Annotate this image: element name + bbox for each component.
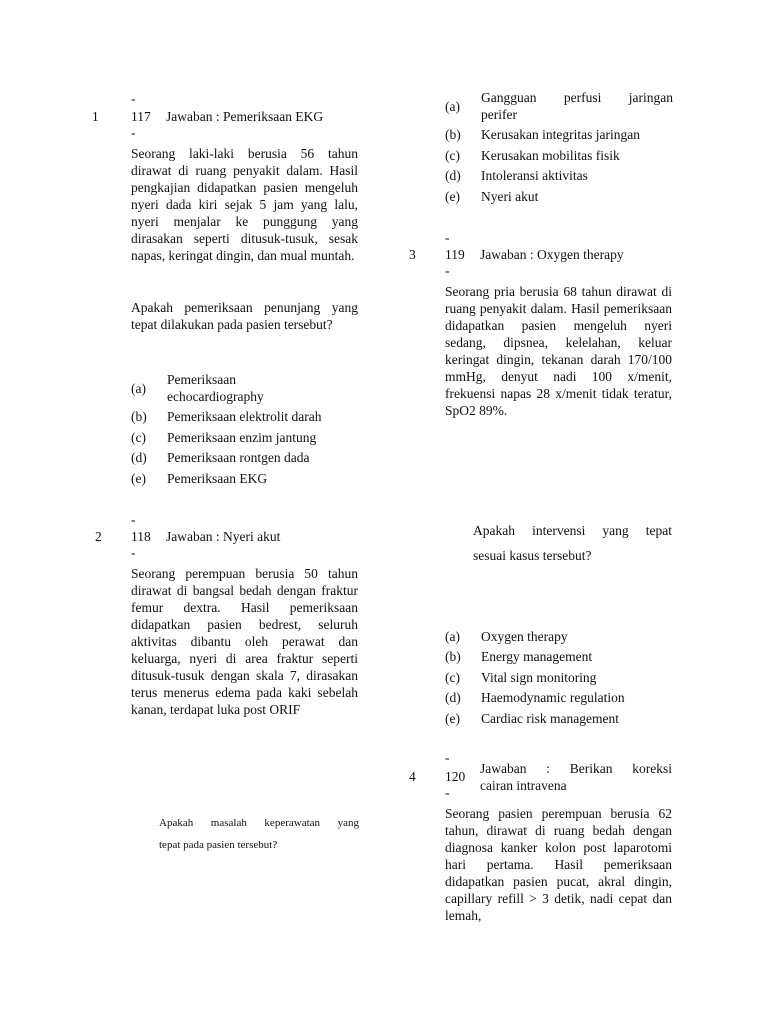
question-text: tepat pada pasien tersebut? xyxy=(159,839,278,851)
option-letter: (d) xyxy=(131,450,147,465)
option-letter: (c) xyxy=(445,148,460,163)
option-letter: (a) xyxy=(131,381,146,396)
option-text: Gangguan perfusi jaringan xyxy=(481,90,673,105)
dash-marker: - xyxy=(131,91,136,106)
option-letter: (b) xyxy=(445,649,461,664)
option-text: Vital sign monitoring xyxy=(481,670,597,685)
case-text: Seorang pria berusia 68 tahun dirawat di ruang penyakit dalam. Hasil pemeriksaan didapatkan pasien mengeluh nyeri sedang, dipsnea, kelelahan, keluar keringat dingin, tekanan darah 170/100 mmHg, denyut nadi 100 x/menit, frekuensi napas 28 x/menit tidak teratur, SpO2 89%. xyxy=(445,284,672,418)
option-letter: (c) xyxy=(445,670,460,685)
answer-key: cairan intravena xyxy=(480,778,567,793)
dash-marker: - xyxy=(445,263,450,278)
question-number: 3 xyxy=(409,247,416,262)
option-letter: (e) xyxy=(445,711,460,726)
question-text: Apakah masalah keperawatan yang xyxy=(159,817,359,829)
option-e xyxy=(131,470,371,487)
dash-marker: - xyxy=(131,512,136,527)
option-a xyxy=(445,628,685,645)
option-a xyxy=(445,89,675,123)
question-number: 2 xyxy=(95,529,102,544)
question-text: Apakah pemeriksaan penunjang yang tepat dilakukan pada pasien tersebut? xyxy=(131,300,358,332)
answer-key: Jawaban : Nyeri akut xyxy=(166,529,281,544)
option-letter: (a) xyxy=(445,629,460,644)
option-a xyxy=(131,371,371,405)
option-letter: (b) xyxy=(131,409,147,424)
option-text: Oxygen therapy xyxy=(481,629,568,644)
option-letter: (d) xyxy=(445,690,461,705)
option-text: Kerusakan mobilitas fisik xyxy=(481,148,620,163)
option-d xyxy=(445,167,685,184)
question-text: Apakah intervensi yang tepat xyxy=(473,523,672,538)
option-e xyxy=(445,710,685,727)
option-text: Pemeriksaan enzim jantung xyxy=(167,430,317,445)
item-number: 120 xyxy=(445,769,466,784)
option-letter: (a) xyxy=(445,99,460,114)
case-text: Seorang perempuan berusia 50 tahun dirawat di bangsal bedah dengan fraktur femur dextra. Hasil pemeriksaan didapatkan pasien bedrest, seluruh aktivitas dibantu oleh perawat dan keluarga, nyeri di area fraktur seperti ditusuk-tusuk dengan skala 7, dirasakan terus menerus edema pada kaki sebelah kanan, terdapat luka post ORIF xyxy=(131,566,358,717)
option-c xyxy=(131,429,371,446)
dash-marker: - xyxy=(445,785,450,800)
dash-marker: - xyxy=(131,125,136,140)
option-letter: (e) xyxy=(131,471,146,486)
option-text: Pemeriksaan rontgen dada xyxy=(167,450,310,465)
item-number: 119 xyxy=(445,247,465,262)
option-text: Pemeriksaan xyxy=(167,372,236,387)
option-text: Pemeriksaan EKG xyxy=(167,471,268,486)
option-text: perifer xyxy=(481,107,517,122)
option-text: Energy management xyxy=(481,649,593,664)
option-text: Cardiac risk management xyxy=(481,711,619,726)
dash-marker: - xyxy=(445,230,450,245)
option-d xyxy=(131,449,371,466)
option-text: echocardiography xyxy=(167,389,264,404)
option-c xyxy=(445,147,685,164)
option-b xyxy=(131,408,371,425)
option-c xyxy=(445,669,685,686)
answer-key: Jawaban : Oxygen therapy xyxy=(480,247,624,262)
answer-key: Jawaban : Berikan koreksi xyxy=(480,761,672,776)
option-d xyxy=(445,689,685,706)
option-letter: (c) xyxy=(131,430,146,445)
option-letter: (b) xyxy=(445,127,461,142)
option-b xyxy=(445,126,685,143)
answer-key: Jawaban : Pemeriksaan EKG xyxy=(166,109,324,124)
item-number: 118 xyxy=(131,529,151,544)
option-text: Intoleransi aktivitas xyxy=(481,168,588,183)
option-text: Haemodynamic regulation xyxy=(481,690,625,705)
case-text: Seorang pasien perempuan berusia 62 tahun, dirawat di ruang bedah dengan diagnosa kanker kolon post laparotomi hari pertama. Hasil pemeriksaan didapatkan pasien pucat, akral dingin, capillary refill > 3 detik, nadi cepat dan lemah, xyxy=(445,806,672,923)
case-text: Seorang laki-laki berusia 56 tahun dirawat di ruang penyakit dalam. Hasil pengkajian didapatkan pasien mengeluh nyeri dada kiri sejak 5 jam yang lalu, nyeri menjalar ke punggung yang dirasakan seperti ditusuk-tusuk, sesak napas, keringat dingin, dan mual muntah. xyxy=(131,146,358,263)
question-text: sesuai kasus tersebut? xyxy=(473,548,592,563)
option-text: Pemeriksaan elektrolit darah xyxy=(167,409,322,424)
option-letter: (e) xyxy=(445,189,460,204)
option-b xyxy=(445,648,685,665)
option-e xyxy=(445,188,685,205)
item-number: 117 xyxy=(131,109,151,124)
option-letter: (d) xyxy=(445,168,461,183)
option-text: Kerusakan integritas jaringan xyxy=(481,127,640,142)
option-text: Nyeri akut xyxy=(481,189,539,204)
dash-marker: - xyxy=(445,750,450,765)
question-number: 1 xyxy=(92,109,99,124)
dash-marker: - xyxy=(131,545,136,560)
question-number: 4 xyxy=(409,769,416,784)
